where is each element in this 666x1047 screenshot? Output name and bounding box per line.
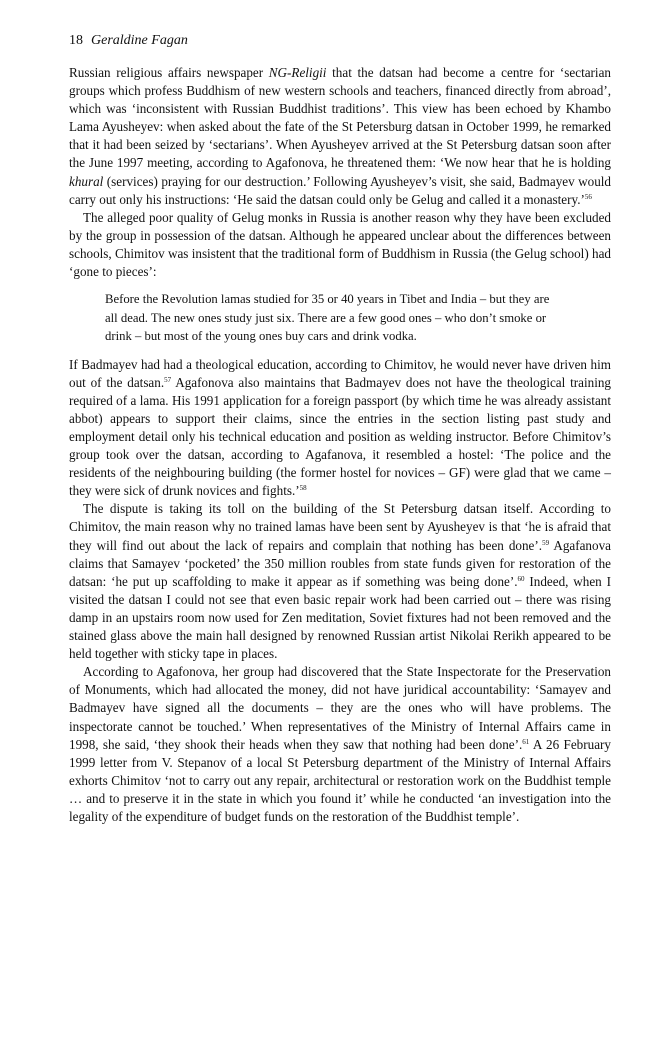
footnote-marker: 57 bbox=[164, 375, 172, 384]
paragraph-4: The dispute is taking its toll on the building of the St Petersburg datsan itself. According to Chimitov, the main reason why no trained lamas have been sent by Ayusheyev is that ‘he is afraid that they will find out about the lack of repairs and complain that nothing has been done’.$^{59}$ Agafanova claims that Samayev ‘pocketed’ the 350 million roubles from state funds given for restoration of the datsan: ‘he put up scaffolding to make it appear as if something was being done’.$^{60}$ Indeed, when I visited the datsan I could not see that even basic repair work had been carried out – there was rising damp in an upstairs room now used for Zen meditation, Soviet fixtures had not been removed and the stained glass above the main hall designed by renowned Russian artist Nikolai Rerikh appeared to be held together with sticky tape in places. bbox=[69, 501, 611, 662]
paragraph-3: If Badmayev had had a theological education, according to Chimitov, he would never have driven him out of the datsan.$^{57}$ Agafonova also maintains that Badmayev does not have the theological training required of a lama. His 1991 application for a foreign passport (by which time he was already assistant abbot) appears to support their claims, since the entries in the section listing past study and employment detail only his technical education and position as welding instructor. Before Chimitov’s group took over the datsan, according to Agafanova, it resembled a hostel: ‘The police and the residents of the neighbouring building (the former hostel for novices – GF) were glad that we came – they were sick of drunk novices and fights.’$^{58}$ bbox=[69, 356, 611, 499]
paragraph-2: The alleged poor quality of Gelug monks in Russia is another reason why they have been excluded by the group in possession of the datsan. Although he appeared unclear about the differences between schools, Chimitov was insistent that the traditional form of Buddhism in Russia (the Gelug school) had ‘gone to pieces’: bbox=[69, 209, 611, 280]
paragraph-1: Russian religious affairs newspaper NG-Religii that the datsan had become a centre for ‘sectarian groups which profess Buddhism of new western schools and teachers, financed directly from abroad’, which was ‘inconsistent with Russian Buddhist traditions’. This view has been echoed by Khambo Lama Ayusheyev: when asked about the fate of the St Petersburg datsan in October 1999, he remarked that it had been seized by ‘sectarians’. When Ayusheyev arrived at the St Petersburg datsan soon after the June 1997 meeting, according to Agafonova, he threatened them: ‘We now hear that he is holding khural (services) praying for our destruction.’ Following Ayusheyev’s visit, she said, Badmayev would carry out only his instructions: ‘He said the datsan could only be Gelug and called it a monastery.’$^{56}$ bbox=[69, 65, 611, 207]
footnote-marker: 61 bbox=[522, 737, 530, 746]
footnote-marker: 59 bbox=[542, 538, 550, 547]
running-header bbox=[69, 32, 188, 49]
body-text bbox=[69, 64, 611, 826]
footnote-marker: 58 bbox=[299, 484, 307, 493]
page-number: 18 bbox=[69, 33, 83, 48]
footnote-marker: 60 bbox=[517, 574, 525, 583]
footnote-marker: 56 bbox=[584, 192, 592, 201]
block-quote: Before the Revolution lamas studied for 35 or 40 years in Tibet and India – but they are all dead. The new ones study just six. There are a few good ones – who don’t smoke or drink – but most of the young ones buy cars and drink vodka. bbox=[105, 292, 550, 344]
running-head-author: Geraldine Fagan bbox=[91, 33, 188, 48]
paragraph-5: According to Agafonova, her group had discovered that the State Inspectorate for the Preservation of Monuments, which had allocated the money, did not have juridical accountability: ‘Samayev and Badmayev have signed all the documents – they are the ones who will have problems. The inspectorate cannot be touched.’ When representatives of the Ministry of Internal Affairs came in 1998, she said, ‘they shook their heads when they saw that nothing had been done’.$^{61}$ A 26 February 1999 letter from V. Stepanov of a local St Petersburg department of the Ministry of Internal Affairs exhorts Chimitov ‘not to carry out any repair, architectural or restoration work on the Buddhist temple … and to preserve it in the state in which you found it’ while he conducted ‘an investigation into the legality of the expenditure of budget funds on the restoration of the Buddhist temple’. bbox=[69, 664, 611, 824]
